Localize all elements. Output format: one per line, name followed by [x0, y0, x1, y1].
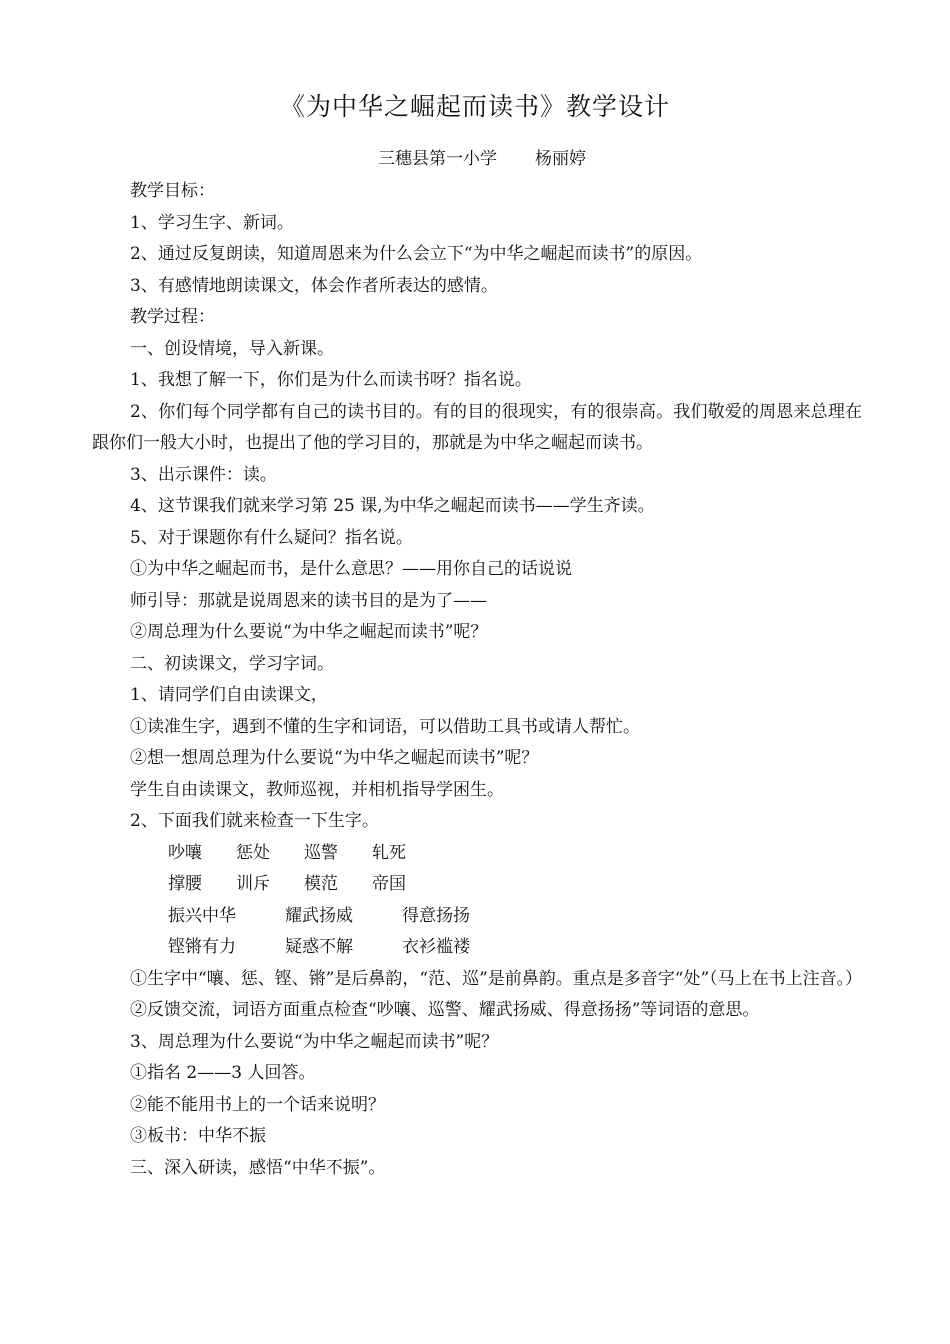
- vocab-word: 轧死: [372, 842, 406, 863]
- paragraph: 教学目标：: [130, 181, 215, 201]
- vocab-row: [92, 869, 862, 901]
- vocab-word: 衣衫褴褛: [402, 937, 470, 957]
- paragraph: ②想一想周总理为什么要说“为中华之崛起而读书”呢？: [130, 748, 539, 768]
- paragraph: 3、周总理为什么要说“为中华之崛起而读书”呢？: [130, 1031, 499, 1052]
- vocab-row: [92, 838, 862, 870]
- document-title: 《为中华之崛起而读书》教学设计: [279, 92, 670, 121]
- paragraph: 2、通过反复朗读，知道周恩来为什么会立下“为中华之崛起而读书”的原因。: [130, 244, 703, 264]
- paragraph: 二、初读课文，学习字词。: [130, 653, 334, 674]
- vocab-word: 模范: [304, 874, 338, 894]
- vocab-word: 撑腰: [168, 874, 202, 894]
- paragraph: ①指名 2——3 人回答。: [130, 1063, 316, 1083]
- paragraph: 1、请同学们自由读课文，: [130, 685, 328, 705]
- paragraph: 学生自由读课文，教师巡视，并相机指导学困生。: [130, 779, 504, 800]
- vocab-word: 耀武扬威: [285, 905, 353, 926]
- vocab-word: 铿锵有力: [168, 937, 236, 957]
- paragraph: 1、我想了解一下，你们是为什么而读书呀？指名说。: [130, 370, 532, 390]
- paragraph: 3、有感情地朗读课文，体会作者所表达的感情。: [130, 275, 498, 296]
- paragraph: ②周总理为什么要说“为中华之崛起而读书”呢？: [130, 622, 488, 642]
- paragraph: 1、学习生字、新词。: [130, 212, 294, 233]
- vocab-word: 得意扬扬: [402, 905, 470, 926]
- paragraph: 4、这节课我们就来学习第 25 课,为中华之崛起而读书——学生齐读。: [130, 496, 655, 516]
- author-name: 杨丽婷: [535, 149, 586, 169]
- paragraph: ①读准生字，遇到不懂的生字和词语，可以借助工具书或请人帮忙。: [130, 716, 640, 737]
- vocab-row: [92, 901, 862, 933]
- paragraph: 5、对于课题你有什么疑问？指名说。: [130, 527, 413, 548]
- paragraph: ①生字中“嚷、惩、铿、锵”是后鼻韵，“范、巡”是前鼻韵。重点是多音字“处”（马上在书上注音。）: [130, 968, 862, 989]
- vocab-word: 吵嚷: [168, 842, 202, 863]
- paragraph: 2、下面我们就来检查一下生字。: [130, 811, 379, 831]
- paragraph: 一、创设情境，导入新课。: [130, 338, 334, 359]
- school-name: 三穗县第一小学: [378, 149, 497, 169]
- paragraph: ②反馈交流，词语方面重点检查“吵嚷、巡警、耀武扬威、得意扬扬”等词语的意思。: [130, 1000, 760, 1020]
- vocab-word: 巡警: [304, 842, 338, 863]
- paragraph: ②能不能用书上的一个话来说明？: [130, 1094, 385, 1115]
- paragraph: 教学过程：: [130, 307, 215, 327]
- vocab-row: [92, 932, 862, 964]
- document-body: [92, 176, 862, 1184]
- vocab-word: 疑惑不解: [285, 937, 353, 957]
- byline: [378, 147, 586, 171]
- paragraph: 2、你们每个同学都有自己的读书目的。有的目的很现实，有的很崇高。我们敬爱的周恩来总理在跟你们一般大小时，也提出了他的学习目的，那就是为中华之崛起而读书。: [92, 401, 862, 453]
- vocab-word: 训斥: [236, 874, 270, 894]
- paragraph: ①为中华之崛起而书，是什么意思？——用你自己的话说说: [130, 559, 572, 579]
- paragraph: 3、出示课件：读。: [130, 464, 277, 485]
- vocab-word: 振兴中华: [168, 905, 236, 926]
- vocab-word: 帝国: [372, 874, 406, 894]
- paragraph: 师引导：那就是说周恩来的读书目的是为了——: [130, 590, 487, 611]
- paragraph: ③板书：中华不振: [130, 1126, 266, 1146]
- paragraph: 三、深入研读，感悟“中华不振”。: [130, 1157, 386, 1178]
- vocab-word: 惩处: [236, 842, 270, 863]
